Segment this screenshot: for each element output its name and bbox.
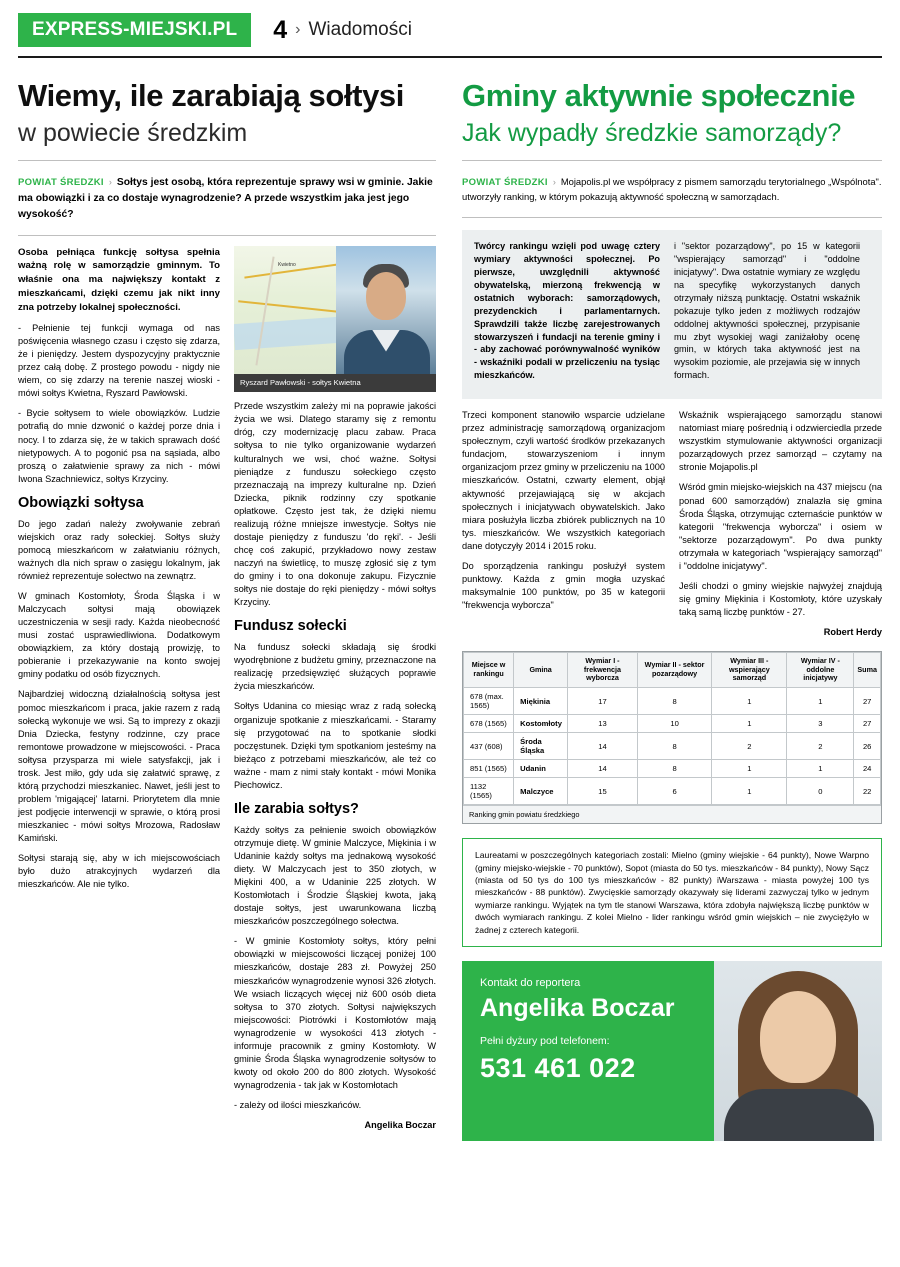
cell-w2: 10 [637,715,711,733]
right-lede [462,175,882,205]
map-road-3 [255,256,274,365]
cell-sum: 27 [854,715,881,733]
right-subcol-2 [679,409,882,639]
highlight-box-col-1 [474,240,660,389]
map-graphic [234,246,352,374]
photo-caption: Ryszard Pawłowski - sołtys Kwietna [234,374,436,393]
cell-w1: 14 [568,760,638,778]
left-subhead-fundusz: Fundusz sołecki [234,618,347,635]
left-r-p6: - zależy od ilości mieszkańców. [234,1100,362,1111]
highlight-box [462,230,882,399]
th-miejsce: Miejsce w rankingu [464,653,514,688]
cell-w4: 1 [787,760,854,778]
right-p2: Do sporządzenia rankingu posłużył system punktowy. Każda z gmin mogła uzyskać maksymalnie 100 punktów, po 35 w kategorii "frekwencja wyborcza" [462,560,665,611]
left-r-p1: Przede wszystkim zależy mi na poprawie jakości życia we wsi. Dlatego staramy się z remontu dróg, czy modernizację placu zabaw. Praca sołtysa to nie tylko organizowanie wydarzeń kulturalnych we wsi, choć ważne. Sołtysi pieniądze z funduszu sołeckiego często przeznaczają na imprezy kulturalne np. Dzień Dziecka, piknik rodzinny czy spotkanie opłatkowe. Często jest tak, że dzięki niemu realizują różne mniejsze inwestycje. Sołtys nie dostaje pieniędzy z funduszu 'do ręki'. - Jeśli chcę coś zakupić, przykładowo nowy zestaw naczyń na świetlicę, to muszę zgłosić się z tym do gminy i to ona dokonuje zakupu. Fizycznie sołtys nie dostaje do ręki pieniędzy - mówi sołtys Krzyciny. [234,401,436,608]
cell-sum: 26 [854,733,881,760]
cell-city: Udanin [514,760,568,778]
page-number: 4 [273,15,288,44]
left-p3: Do jego zadań należy zwoływanie zebrań wiejskich oraz rady sołeckiej. Sołtys służy pomocą mieszkańcom w załatwianiu różnych, ważnych dla nich spraw o zasięgu lokalnym, jak również reprezentuje sołectwo na zewnątrz. [18,518,220,581]
left-r-p3: Sołtys Udanina co miesiąc wraz z radą sołecką organizuje spotkanie z mieszkańcami. - Staramy się przygotować na to spotkanie słodki poczęstunek. Dzięki tym spotkaniom jesteśmy na bieżąco z potrzebami mieszkańców, ale też co ważne - mam z nimi stały kontakt - mówi Monika Piechowicz. [234,701,436,790]
table-caption: Ranking gmin powiatu średzkiego [463,805,881,823]
cell-city: Miękinia [514,688,568,715]
map-water [234,315,353,349]
left-lede [18,175,436,223]
reporter-photo [714,961,882,1141]
cell-city: Kostomłoty [514,715,568,733]
table-row [464,760,881,778]
th-gmina: Gmina [514,653,568,688]
cell-w3: 1 [712,715,787,733]
cell-city: Środa Śląska [514,733,568,760]
promo-duty: Pełni dyżury pod telefonem: [480,1035,610,1048]
article-photo [234,246,436,374]
left-subhead-zarabia: Ile zarabia sołtys? [234,800,359,817]
promo-phone[interactable]: 531 461 022 [480,1053,636,1084]
table-row [464,778,881,805]
cell-w4: 3 [787,715,854,733]
cell-w1: 13 [568,715,638,733]
cell-place: 851 (1565) [464,760,514,778]
left-r-p4: Każdy sołtys za pełnienie swoich obowiązków otrzymuje dietę. W gminie Malczyce, Miękinia i w Udaninie każdy sołtys ma jednakową wysokość diety. W Malczycach jest to 350 złotych, w Miękini 400, a w Udaninie 225 złotych. W Kostomłotach i Środzie Śląskiej kwota, jaką dostaje sołtys, jest uwarunkowana liczbą mieszkańców poszczególnego sołectwa. [234,824,436,927]
right-p1: Trzeci komponent stanowiło wsparcie udzielane przez administrację samorządową organizacjom społecznym, czyli wartość środków przekazanych fundacjom, stowarzyszeniom i innym organizacjom przez gminy w przeliczeniu na 1000 mieszkańców. Ostatni, czwarty element, objął aktywność przejawiającą się w akcjach społecznych i inicjatywach obywatelskich. Jako miara posłużyła liczba zbiórek publicznych na 10 tys. mieszkańców. We wszystkich kategoriach dane dotyczyły 2014 i 2015 roku. [462,410,665,551]
cell-w2: 8 [637,733,711,760]
cell-sum: 27 [854,688,881,715]
left-rule-2 [18,235,436,236]
portrait-photo [336,246,436,374]
th-suma: Suma [854,653,881,688]
highlight-box-col-2 [674,240,860,389]
cell-place: 437 (608) [464,733,514,760]
cell-w2: 6 [637,778,711,805]
right-headline: Gminy aktywnie społecznie [462,78,856,113]
cell-w4: 0 [787,778,854,805]
cell-city: Malczyce [514,778,568,805]
right-rule-2 [462,217,882,218]
page-columns [18,72,882,1141]
table-row [464,733,881,760]
right-p4: Wśród gmin miejsko-wiejskich na 437 miejscu (na ponad 600 samorządów) znalazła się gmina Środa Śląska, otrzymując czternaście punktów w kategorii "frekwencja wyborcza" i osiem w "sektorze pozarządowym". Po dwa punkty otrzymała w kategoriach "wspierający samorząd" i "oddolne inicjatywy". [679,482,882,571]
left-p2: - Bycie sołtysem to wiele obowiązków. Ludzie potrafią do mnie dzwonić o każdej porze dnia i nocy. I to zdarza się, że w takich sprawach dość nietypowych. A to pogonić psa na sąsiada, albo proszą o załatwienie sprawy za nich - mówi Iwona Szachniewicz, sołtys Krzyciny. [18,408,220,484]
left-p6: Sołtysi starają się, aby w ich miejscowościach było dużo atrakcyjnych wydarzeń dla mieszkańców. Ale nie tylko. [18,853,220,890]
map-town-label: Kwietno [278,261,296,268]
cell-w1: 17 [568,688,638,715]
article-right [462,72,882,1141]
promo-label: Kontakt do reportera [480,977,581,990]
map-road-2 [238,300,348,313]
right-subhead: Jak wypadły średzkie samorządy? [462,119,842,148]
box-right-text: i "sektor pozarządowy", po 15 w kategorii "wspierający samorząd" i "oddolne inicjatywy". Dwa ostatnie wymiary ze względu na specyfikę wykorzystanych danych otrzymały niższą punktację. Ostatni wskaźnik pokazuje tylko jeden z możliwych rodzajów oddolnej aktywności społecznej, przypisanie mu zbyt wysokiej wagi zaniżałoby ocenę gmin, w których taka aktywność jest na wysokim poziomie, ale przejawia się w innych formach. [674,241,860,381]
cell-sum: 24 [854,760,881,778]
laureates-box: Laureatami w poszczególnych kategoriach zostali: Mielno (gminy wiejskie - 64 punkty), Nowe Warpno (gminy miejsko-wiejskie - 70 punktów), Sopot (miasta do 50 tys. mieszkańców - 84 punkty), Nowy Sącz (miasta od 50 tys do 100 tys mieszkańców - 82 punkty) iWarszawa - miasta powyżej 100 tys mieszkańców - 88 punktów). Zwycięskie samorządy okazywały się liderami zazwyczaj tylko w jednym wymiarze rankingu. Wyjątek na tym tle stanowi Warszawa, która zdobyła największą liczbę punktów w dwóch wymiarach rankingu. Z kolei Mielno - lider rankingu wśród gmin wiejskich – nie zwyciężyło w żadnej z czterech kategorii. [462,838,882,947]
left-signature: Angelika Boczar [364,1120,436,1131]
cell-w2: 8 [637,688,711,715]
right-body [462,409,882,639]
cell-place: 1132 (1565) [464,778,514,805]
th-wymiar-1: Wymiar I - frekwencja wyborcza [568,653,638,688]
th-wymiar-2: Wymiar II - sektor pozarządowy [637,653,711,688]
left-kicker-sep: › [108,176,112,187]
cell-w3: 2 [712,733,787,760]
right-signature: Robert Herdy [823,627,882,638]
masthead [18,0,882,46]
left-p5: Najbardziej widoczną działalnością sołtysa jest pomoc mieszkańcom i praca, jakie razem z radą sołecką wykonuje we wsi. Są to imprezy z okazji Dnia Dziecka, festyny rodzinne, czy prace remontowe prowadzone w miejscowości. - Praca sołtysa przysparza mi wiele satysfakcji, jak i trosk. Jest miło, gdy uda się załatwić sprawę, z którą przychodzi mieszkaniec. Nawet, jeśli jest to problem 'migającej' latarni. Priorytetem dla mnie jest podjęcie interwencji w sprawie, o którą prosi mieszkaniec - mówi sołtys Mrozowa, Radosław Kamiński. [18,689,220,844]
left-p4: W gminach Kostomłoty, Środa Śląska i w Malczycach sołtysi mają obowiązek uczestniczenia w sesji rady. Każda nieobecność musi zostać usprawiedliwiona. Dodatkowym obowiązkiem, za który dostają prowizję, to pobieranie i przekazywanie na konto swojej gminy podatku od osób fizycznych. [18,591,220,680]
right-lede-text: Mojapolis.pl we współpracy z pismem samorządu terytorialnego „Wspólnota". utworzyły ranking, w którym pokazują aktywność społeczną w samorządach. [462,175,882,202]
left-rule-1 [18,160,436,161]
right-p3: Wskaźnik wspierającego samorządu stanowi natomiast miarę pośrednią i odzwierciedla przede wszystkim stymulowanie aktywności organizacji pozarządowych przez samorząd – czytamy na stronie Mojapolis.pl [679,410,882,473]
left-kicker: POWIAT ŚREDZKI [18,176,104,188]
reporter-body [724,1089,874,1141]
right-kicker-sep: › [552,176,556,187]
portrait-head [366,272,406,320]
left-subcol-1 [18,246,220,1133]
left-bold-lead: Osoba pełniąca funkcję sołtysa spełnia ważną rolę w samorządzie gminnym. To właśnie ona ma największy kontakt z mieszkańcami, dzięki czemu jak nikt inny zna potrzeby lokalnej społeczności. [18,246,220,314]
left-subcol-2 [234,246,436,1133]
ranking-table-wrap [462,651,882,824]
left-headline: Wiemy, ile zarabiają sołtysi [18,78,404,113]
ranking-table [463,652,881,805]
cell-place: 678 (max. 1565) [464,688,514,715]
breadcrumb-separator: › [295,21,301,38]
cell-w2: 8 [637,760,711,778]
left-lede-text: Sołtys jest osobą, która reprezentuje sprawy wsi w gminie. Jakie ma obowiązki i za co dostaje wynagrodzenie? A przede wszystkim jaka jest jego wysokość? [18,176,433,220]
section-title: Wiadomości [308,19,412,40]
right-kicker: POWIAT ŚREDZKI [462,176,548,188]
reporter-contact-promo[interactable] [462,961,882,1141]
right-p5: Jeśli chodzi o gminy wiejskie najwyżej znajdują się gminy Miękinia i Kostomłoty, które uzyskały taką samą liczbę punktów - 27. [679,580,882,618]
table-row [464,688,881,715]
box-left-text: Twórcy rankingu wzięli pod uwagę cztery wymiary aktywności społecznej. Po pierwsze, uwzględnili aktywność obywatelską, mierzoną frekwencją w ostatnich wyborach: samorządowych, prezydenckich i parlamentarnych. Sprawdzili także liczbę zarejestrowanych stowarzyszeń i fundacji na terenie gminy i - aby zachować porównywalność wyników - wskaźniki podali w przeliczeniu na tysiąc mieszkańców. [474,241,660,381]
left-body [18,246,436,1133]
cell-w3: 1 [712,760,787,778]
promo-text [462,961,714,1141]
left-subhead-obowiazki: Obowiązki sołtysa [18,494,144,511]
cell-w3: 1 [712,688,787,715]
th-wymiar-3: Wymiar III - wspierający samorząd [712,653,787,688]
table-row [464,715,881,733]
reporter-face [760,991,836,1083]
th-wymiar-4: Wymiar IV - oddolne inicjatywy [787,653,854,688]
right-rule-1 [462,160,882,161]
cell-w3: 1 [712,778,787,805]
cell-w4: 1 [787,688,854,715]
photo-block [234,246,436,393]
cell-w1: 15 [568,778,638,805]
article-left [18,72,436,1141]
promo-name: Angelika Boczar [480,994,675,1023]
right-subcol-1 [462,409,665,639]
left-r-p5: - W gminie Kostomłoty sołtys, który pełni obowiązki w miejscowości liczącej poniżej 100 mieszkańców, dostaje 283 zł. Powyżej 250 mieszkańców wynagrodzenie wynosi 326 złotych. We wsiach liczących więcej niż 600 osób dieta sołtysa to 370 złotych. Sołtysi największych miejscowości: Piotrówki i Kostomłotów mają wynagrodzenie w wysokości 413 złotych - informuje pracownik z gminy Kostomłoty. W gminie Środa Śląska wynagrodzenie sołtysów to kwoty od około 200 do 800 złotych. Wysokość wynagrodzenia - tak jak w Kostomłotach [234,936,436,1091]
masthead-rule [18,56,882,58]
cell-place: 678 (1565) [464,715,514,733]
cell-w4: 2 [787,733,854,760]
left-p1: - Pełnienie tej funkcji wymaga od nas poświęcenia własnego czasu i często się zdarza, że i pieniędzy. Jestem dyspozycyjny praktycznie przez całą dobę. Z prostego powodu - nigdy nie wiem, co się zdarzy na terenie naszej wioski - mówi sołtys Kwietna, Ryszard Pawłowski. [18,323,220,399]
cell-w1: 14 [568,733,638,760]
left-subhead: w powiecie średzkim [18,119,248,148]
brand-logo[interactable]: EXPRESS-MIEJSKI.PL [18,13,251,47]
table-header-row [464,653,881,688]
left-r-p2: Na fundusz sołecki składają się środki wyodrębnione z budżetu gminy, przeznaczone na realizację przedsięwzięć służących poprawie życia mieszkańców. [234,642,436,692]
cell-sum: 22 [854,778,881,805]
